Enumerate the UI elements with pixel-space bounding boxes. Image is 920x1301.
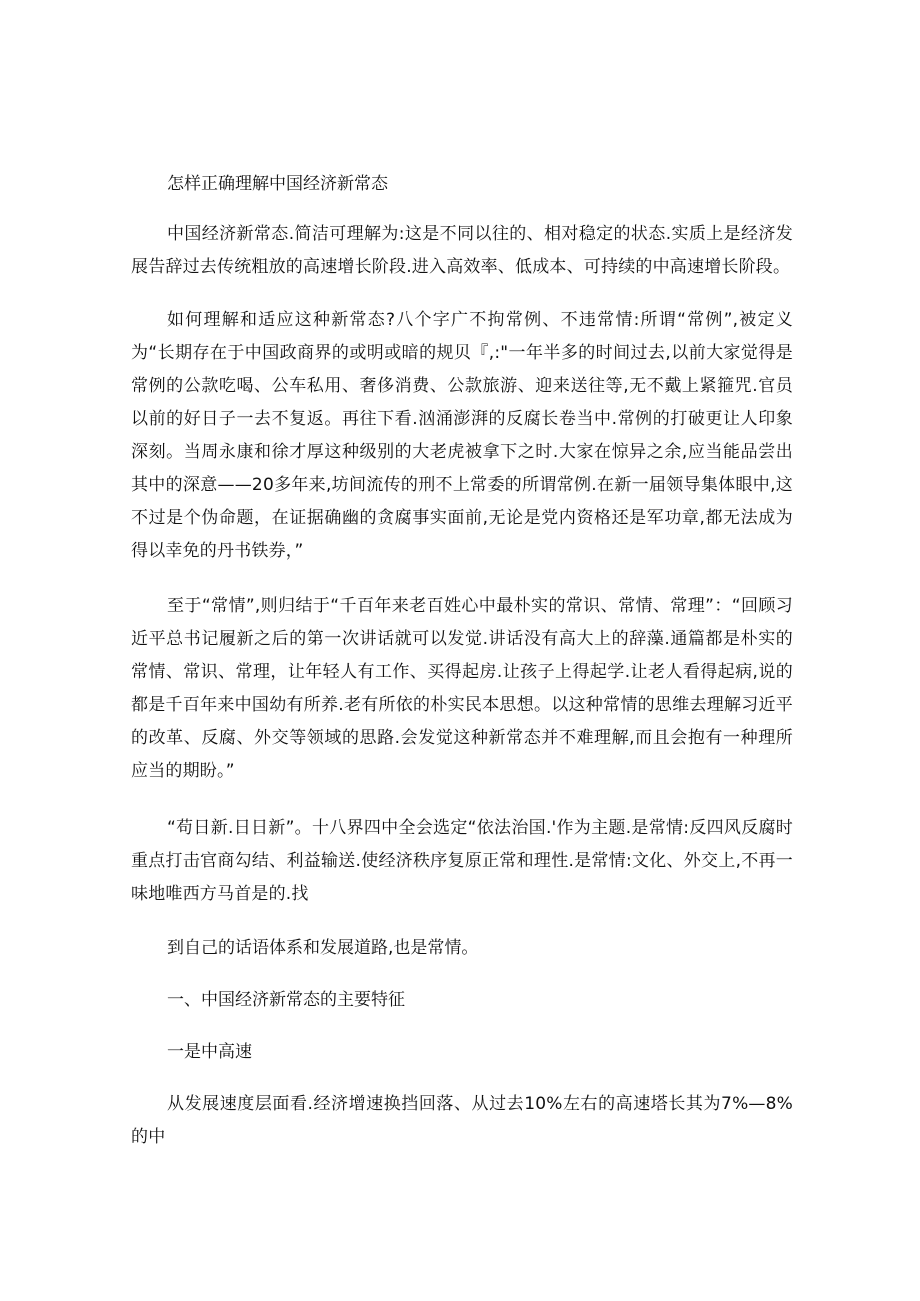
paragraph-continuation: 到自己的话语体系和发展道路,也是常情。 bbox=[167, 938, 479, 958]
paragraph-daily-renewal: “苟日新.日日新”。十八界四中全会选定“依法治国.'作为主题.是常情:反四风反腐时重点打击官商勾结、利益输送.使经济秩序复原正常和理性.是常情:文化、外交上,不再一味地唯西方马首是的.找 bbox=[131, 818, 793, 904]
paragraph-growth-speed: 从发展速度层面看.经济增速换挡回落、从过去10%左右的高速塔长其为7%—8%的中 bbox=[131, 1094, 793, 1147]
section-heading: 一、中国经济新常态的主要特征 bbox=[167, 990, 405, 1010]
paragraph-common-practice: 如何理解和适应这种新常态?八个字广不拘常例、不违常情:所谓“常例”,被定义为“长期存在于中国政商界的或明或暗的规贝『,:"一年半多的时间过去,以前大家觉得是常例的公款吃喝、公车私用、奢侈消费、公款旅游、迎来送往等,无不戴上紧箍咒.官员以前的好日子一去不复返。再往下看.汹涌澎湃的反腐长卷当中.常例的打破更让人印象深刻。当周永康和徐才厚这种级别的大老虎被拿下之时.大家在惊异之余,应当能品尝出其中的深意——20多年来,坊间流传的刑不上常委的所谓常例.在新一届领导集体眼中,这不过是个伪命题，在证据确幽的贪腐事实面前,无论是党内资格还是军功章,都无法成为得以幸免的丹书铁券，” bbox=[131, 310, 793, 561]
subheading: 一是中高速 bbox=[167, 1042, 252, 1062]
document-title: 怎样正确理解中国经济新常态 bbox=[167, 174, 388, 194]
paragraph-common-sense: 至于“常情”,则归结于“千百年来老百姓心中最朴实的常识、常情、常理”：“回顾习近平总书记履新之后的第一次讲话就可以发觉.讲话没有高大上的辞藻.通篇都是朴实的常情、常识、常理，让年轻人有工作、买得起房.让孩子上得起学.让老人看得起病,说的都是千百年来中国幼有所养.老有所依的朴实民本思想。以这种常情的思维去理解习近平的改革、反腐、外交等领域的思路.会发觉这种新常态并不难理解,而且会抱有一种理所应当的期盼。” bbox=[131, 596, 793, 781]
paragraph-definition: 中国经济新常态.简洁可理解为:这是不同以往的、相对稳定的状态.实质上是经济发展告辞过去传统粗放的高速增长阶段.进入高效率、低成本、可持续的中高速增长阶段。 bbox=[131, 224, 793, 277]
